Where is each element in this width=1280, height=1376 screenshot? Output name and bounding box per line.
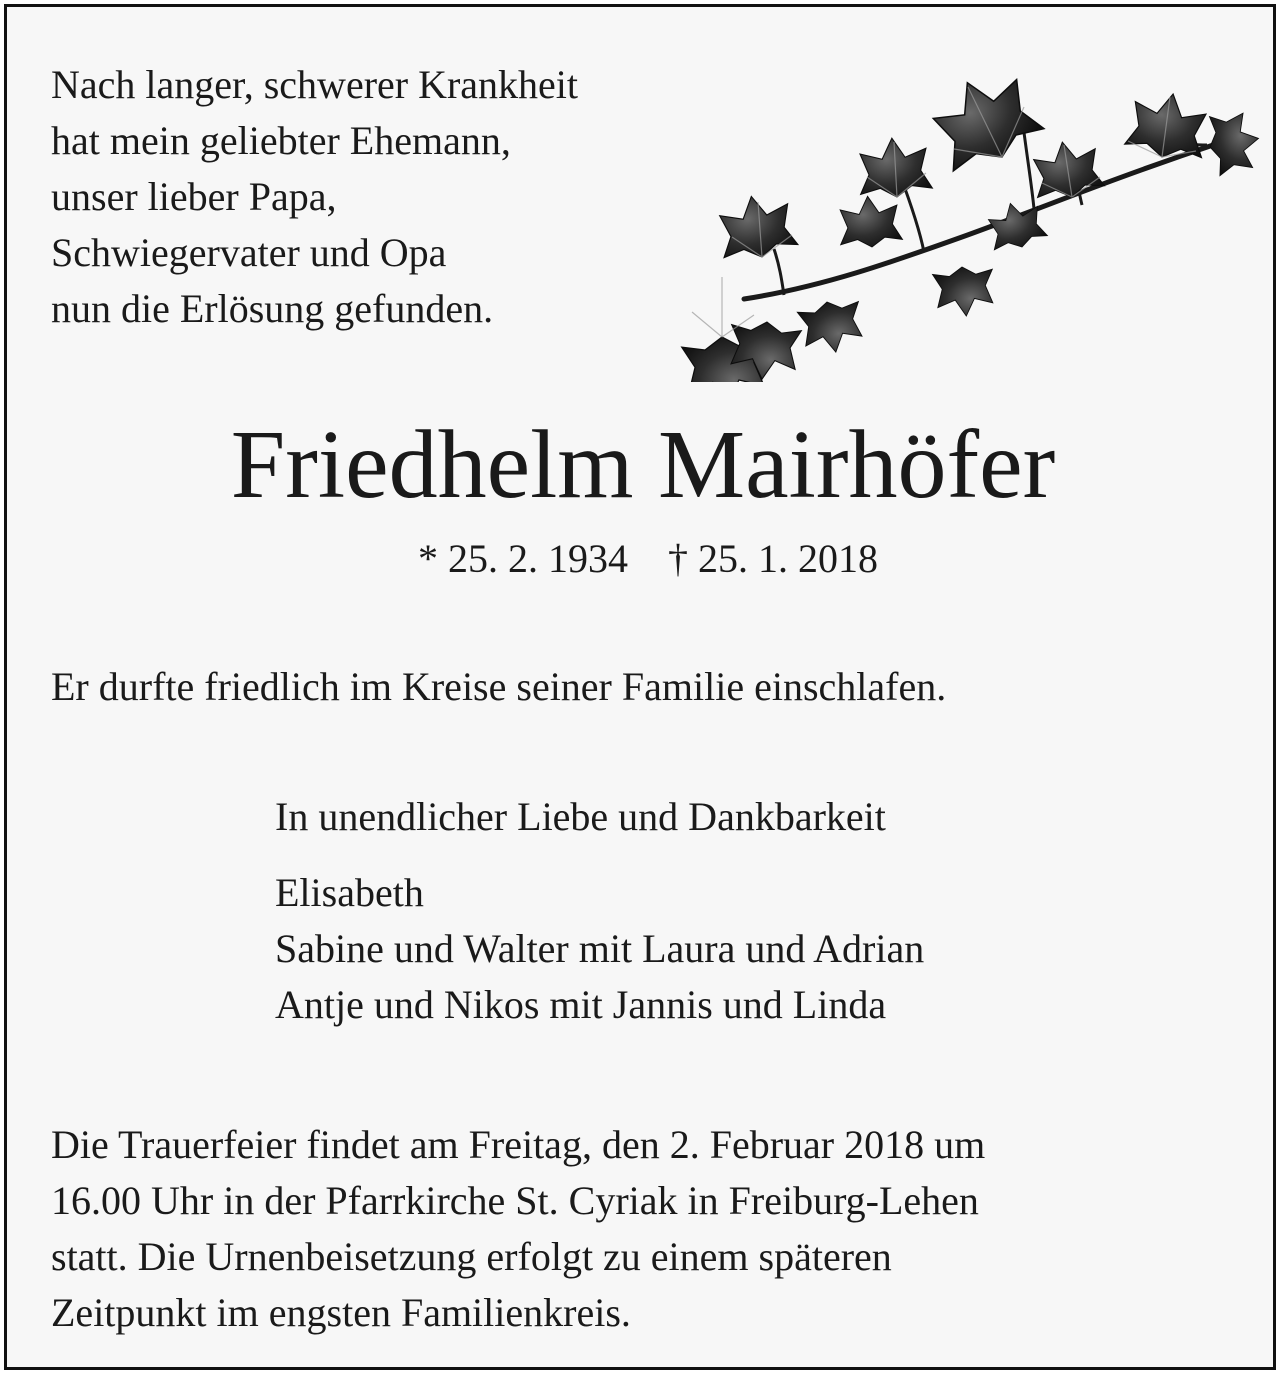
intro-line: unser lieber Papa, (51, 174, 337, 219)
service-line: Zeitpunkt im engsten Familienkreis. (51, 1290, 631, 1335)
ivy-branch-icon (662, 37, 1262, 382)
dedication: In unendlicher Liebe und Dankbarkeit (275, 794, 886, 839)
service-line: 16.00 Uhr in der Pfarrkirche St. Cyriak in Freiburg-Lehen (51, 1178, 979, 1223)
intro-line: nun die Erlösung gefunden. (51, 286, 494, 331)
intro-line: Schwiegervater und Opa (51, 230, 447, 275)
deceased-name: Friedhelm Mairhöfer (230, 411, 1056, 519)
mourners-block (275, 789, 924, 1033)
intro-line: hat mein geliebter Ehemann, (51, 118, 511, 163)
intro-line: Nach langer, schwerer Krankheit (51, 62, 579, 107)
intro-text (51, 57, 578, 337)
service-line: statt. Die Urnenbeisetzung erfolgt zu einem späteren (51, 1234, 892, 1279)
obituary-notice (4, 4, 1276, 1370)
mourner-line: Antje und Nikos mit Jannis und Linda (275, 982, 887, 1027)
service-line: Die Trauerfeier findet am Freitag, den 2. Februar 2018 um (51, 1122, 986, 1167)
death-date: † 25. 1. 2018 (668, 536, 878, 581)
life-dates (7, 531, 1280, 587)
mourner-line: Elisabeth (275, 870, 424, 915)
farewell-sentence: Er durfte friedlich im Kreise seiner Familie einschlafen. (51, 664, 947, 709)
birth-date: * 25. 2. 1934 (418, 536, 628, 581)
mourner-line: Sabine und Walter mit Laura und Adrian (275, 926, 925, 971)
service-info (51, 1117, 985, 1341)
